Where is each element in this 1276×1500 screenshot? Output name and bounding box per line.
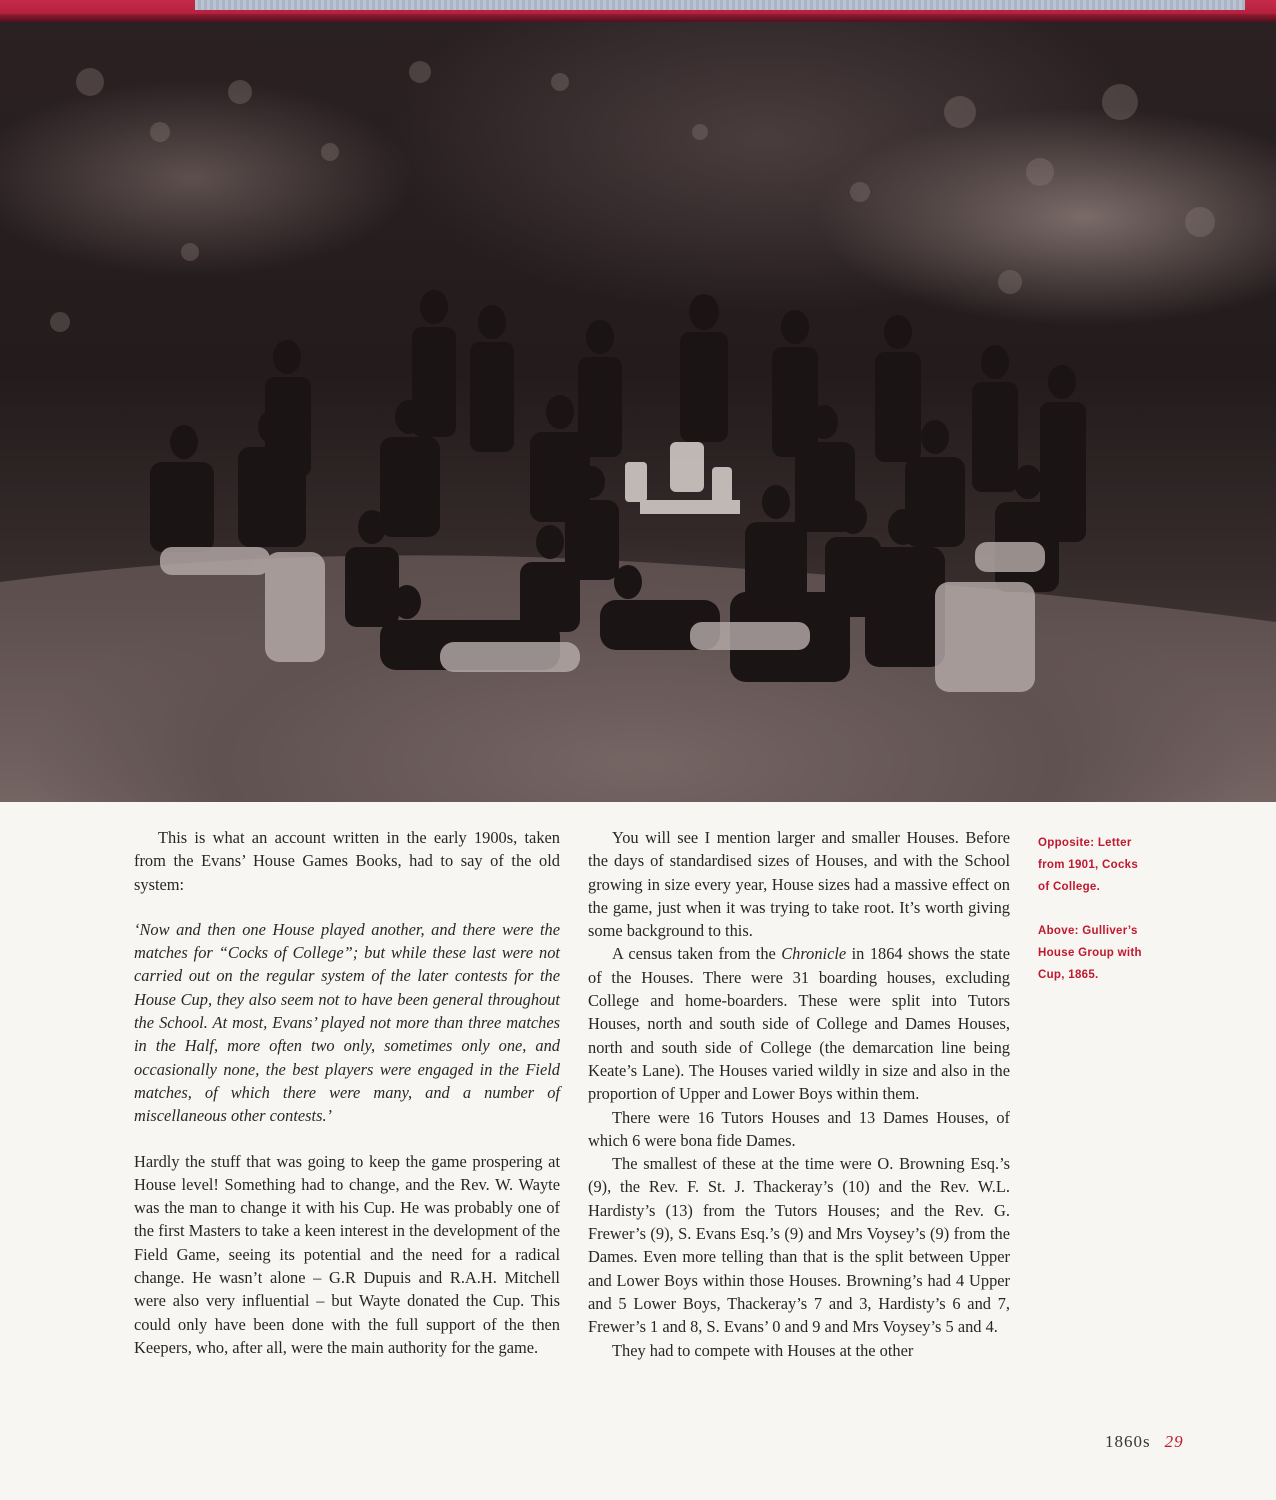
- paragraph: [588, 942, 1010, 1105]
- paragraph: Hardly the stuff that was going to keep the game prospering at House level! Something had to change, and the Rev. W. Wayte was the man to change it with his Cup. He was probably one of the first Masters to take a keen interest in the development of the Field Game, seeing its potential and the need for a radical change. He wasn’t alone – G.R Dupuis and R.A.H. Mitchell were also very influential – but Wayte donated the Cup. This could only have been done with the full support of the then Keepers, who, after all, were the main authority for the game.: [134, 1151, 560, 1357]
- captions: [1038, 832, 1150, 1008]
- caption-opposite: Opposite: Letter from 1901, Cocks of College.: [1038, 837, 1139, 893]
- group-photograph-icon: [0, 22, 1276, 802]
- paragraph: This is what an account written in the early 1900s, taken from the Evans’ House Games Books, had to say of the old system:: [134, 828, 560, 894]
- book-edge: [0, 0, 1276, 24]
- paragraph: They had to compete with Houses at the other: [612, 1340, 914, 1360]
- publication-title: Chronicle: [781, 944, 847, 964]
- text-column-left: [134, 826, 560, 1359]
- book-cloth: [195, 0, 1245, 10]
- block-quote: ‘Now and then one House played another, and there were the matches for “Cocks of College”; but while these last were not carried out on the regular system of the later contests for the House Cup, they also seem not to have been general throughout the School. At most, Evans’ played not more than three matches in the Half, more often two only, sometimes only one, and occasionally none, the best players were engaged in the Field matches, of which there were many, and a number of miscellaneous other contests.’: [134, 919, 560, 1126]
- text-run: in 1864 shows the state of the Houses. There were 31 boarding houses, excluding College and home-boarders. These were split into Tutors Houses, north and south side of College and Dames Houses, north and south side of College (the demarcation line being Keate’s Lane). The Houses varied wildly in size and also in the proportion of Upper and Lower Boys within them.: [588, 944, 1010, 1104]
- text-run: A census taken from the: [612, 944, 782, 964]
- paragraph: You will see I mention larger and smaller Houses. Before the days of standardised sizes of Houses, and with the School growing in size every year, House sizes had a massive effect on the game, just when it was trying to take root. It’s worth giving some background to this.: [588, 828, 1010, 941]
- caption-above: Above: Gulliver’s House Group with Cup, 1865.: [1038, 925, 1142, 981]
- paragraph: The smallest of these at the time were O. Browning Esq.’s (9), the Rev. F. St. J. Thackeray’s (10) and the Rev. W.L. Hardisty’s (13) from the Tutors Houses; and the Rev. G. Frewer’s (9), S. Evans Esq.’s (9) and Mrs Voysey’s (9) from the Dames. Even more telling than that is the split between Upper and Lower Boys within those Houses. Browning’s had 4 Upper and 5 Lower Boys, Thackeray’s 7 and 3, Hardisty’s 6 and 7, Frewer’s 1 and 8, S. Evans’ 0 and 9 and Mrs Voysey’s 5 and 4.: [588, 1154, 1010, 1337]
- group-photograph: [0, 22, 1276, 802]
- text-column-middle: [588, 826, 1010, 1362]
- folio: [1105, 1432, 1184, 1452]
- paragraph: There were 16 Tutors Houses and 13 Dames Houses, of which 6 were bona fide Dames.: [588, 1107, 1010, 1150]
- running-head: 1860s: [1105, 1432, 1151, 1451]
- page-number: 29: [1164, 1432, 1184, 1451]
